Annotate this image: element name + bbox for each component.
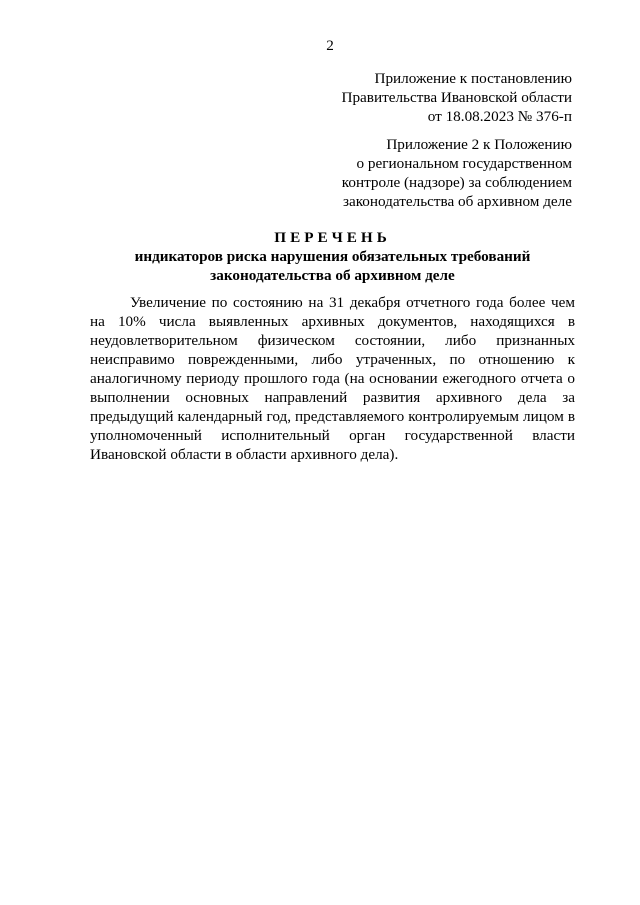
page-number: 2 xyxy=(326,37,334,54)
appendix-resolution-block xyxy=(342,69,573,126)
appendix-resolution-line-2: Правительства Ивановской области xyxy=(341,89,572,106)
appendix-regulation-line-3: контроле (надзоре) за соблюдением xyxy=(341,174,572,191)
appendix-regulation-line-4: законодательства об архивном деле xyxy=(342,193,572,210)
document-subtitle-line-2: законодательства об архивном деле xyxy=(210,267,455,284)
document-title-block xyxy=(90,228,575,285)
appendix-regulation-line-2: о региональном государственном xyxy=(356,155,572,172)
appendix-resolution-line-1: Приложение к постановлению xyxy=(374,70,572,87)
appendix-regulation-line-1: Приложение 2 к Положению xyxy=(386,136,572,153)
appendix-regulation-block xyxy=(342,135,572,211)
body-paragraph: Увеличение по состоянию на 31 декабря отчетного года более чем на 10% числа выявленных архивных документов, находящихся в неудовлетворительном физическом состоянии, либо признанных неисправимо поврежденными, либо утраченных, по отношению к аналогичному периоду прошлого года (на основании ежегодного отчета о выполнении основных направлений развития архивного дела за предыдущий календарный год, представляемого контролируемым лицом в уполномоченный исполнительный орган государственной власти Ивановской области в области архивного дела). xyxy=(90,294,575,463)
appendix-resolution-line-3: от 18.08.2023 № 376-п xyxy=(427,108,572,125)
document-title: ПЕРЕЧЕНЬ xyxy=(274,229,391,246)
document-subtitle-line-1: индикаторов риска нарушения обязательных требований xyxy=(134,248,531,265)
